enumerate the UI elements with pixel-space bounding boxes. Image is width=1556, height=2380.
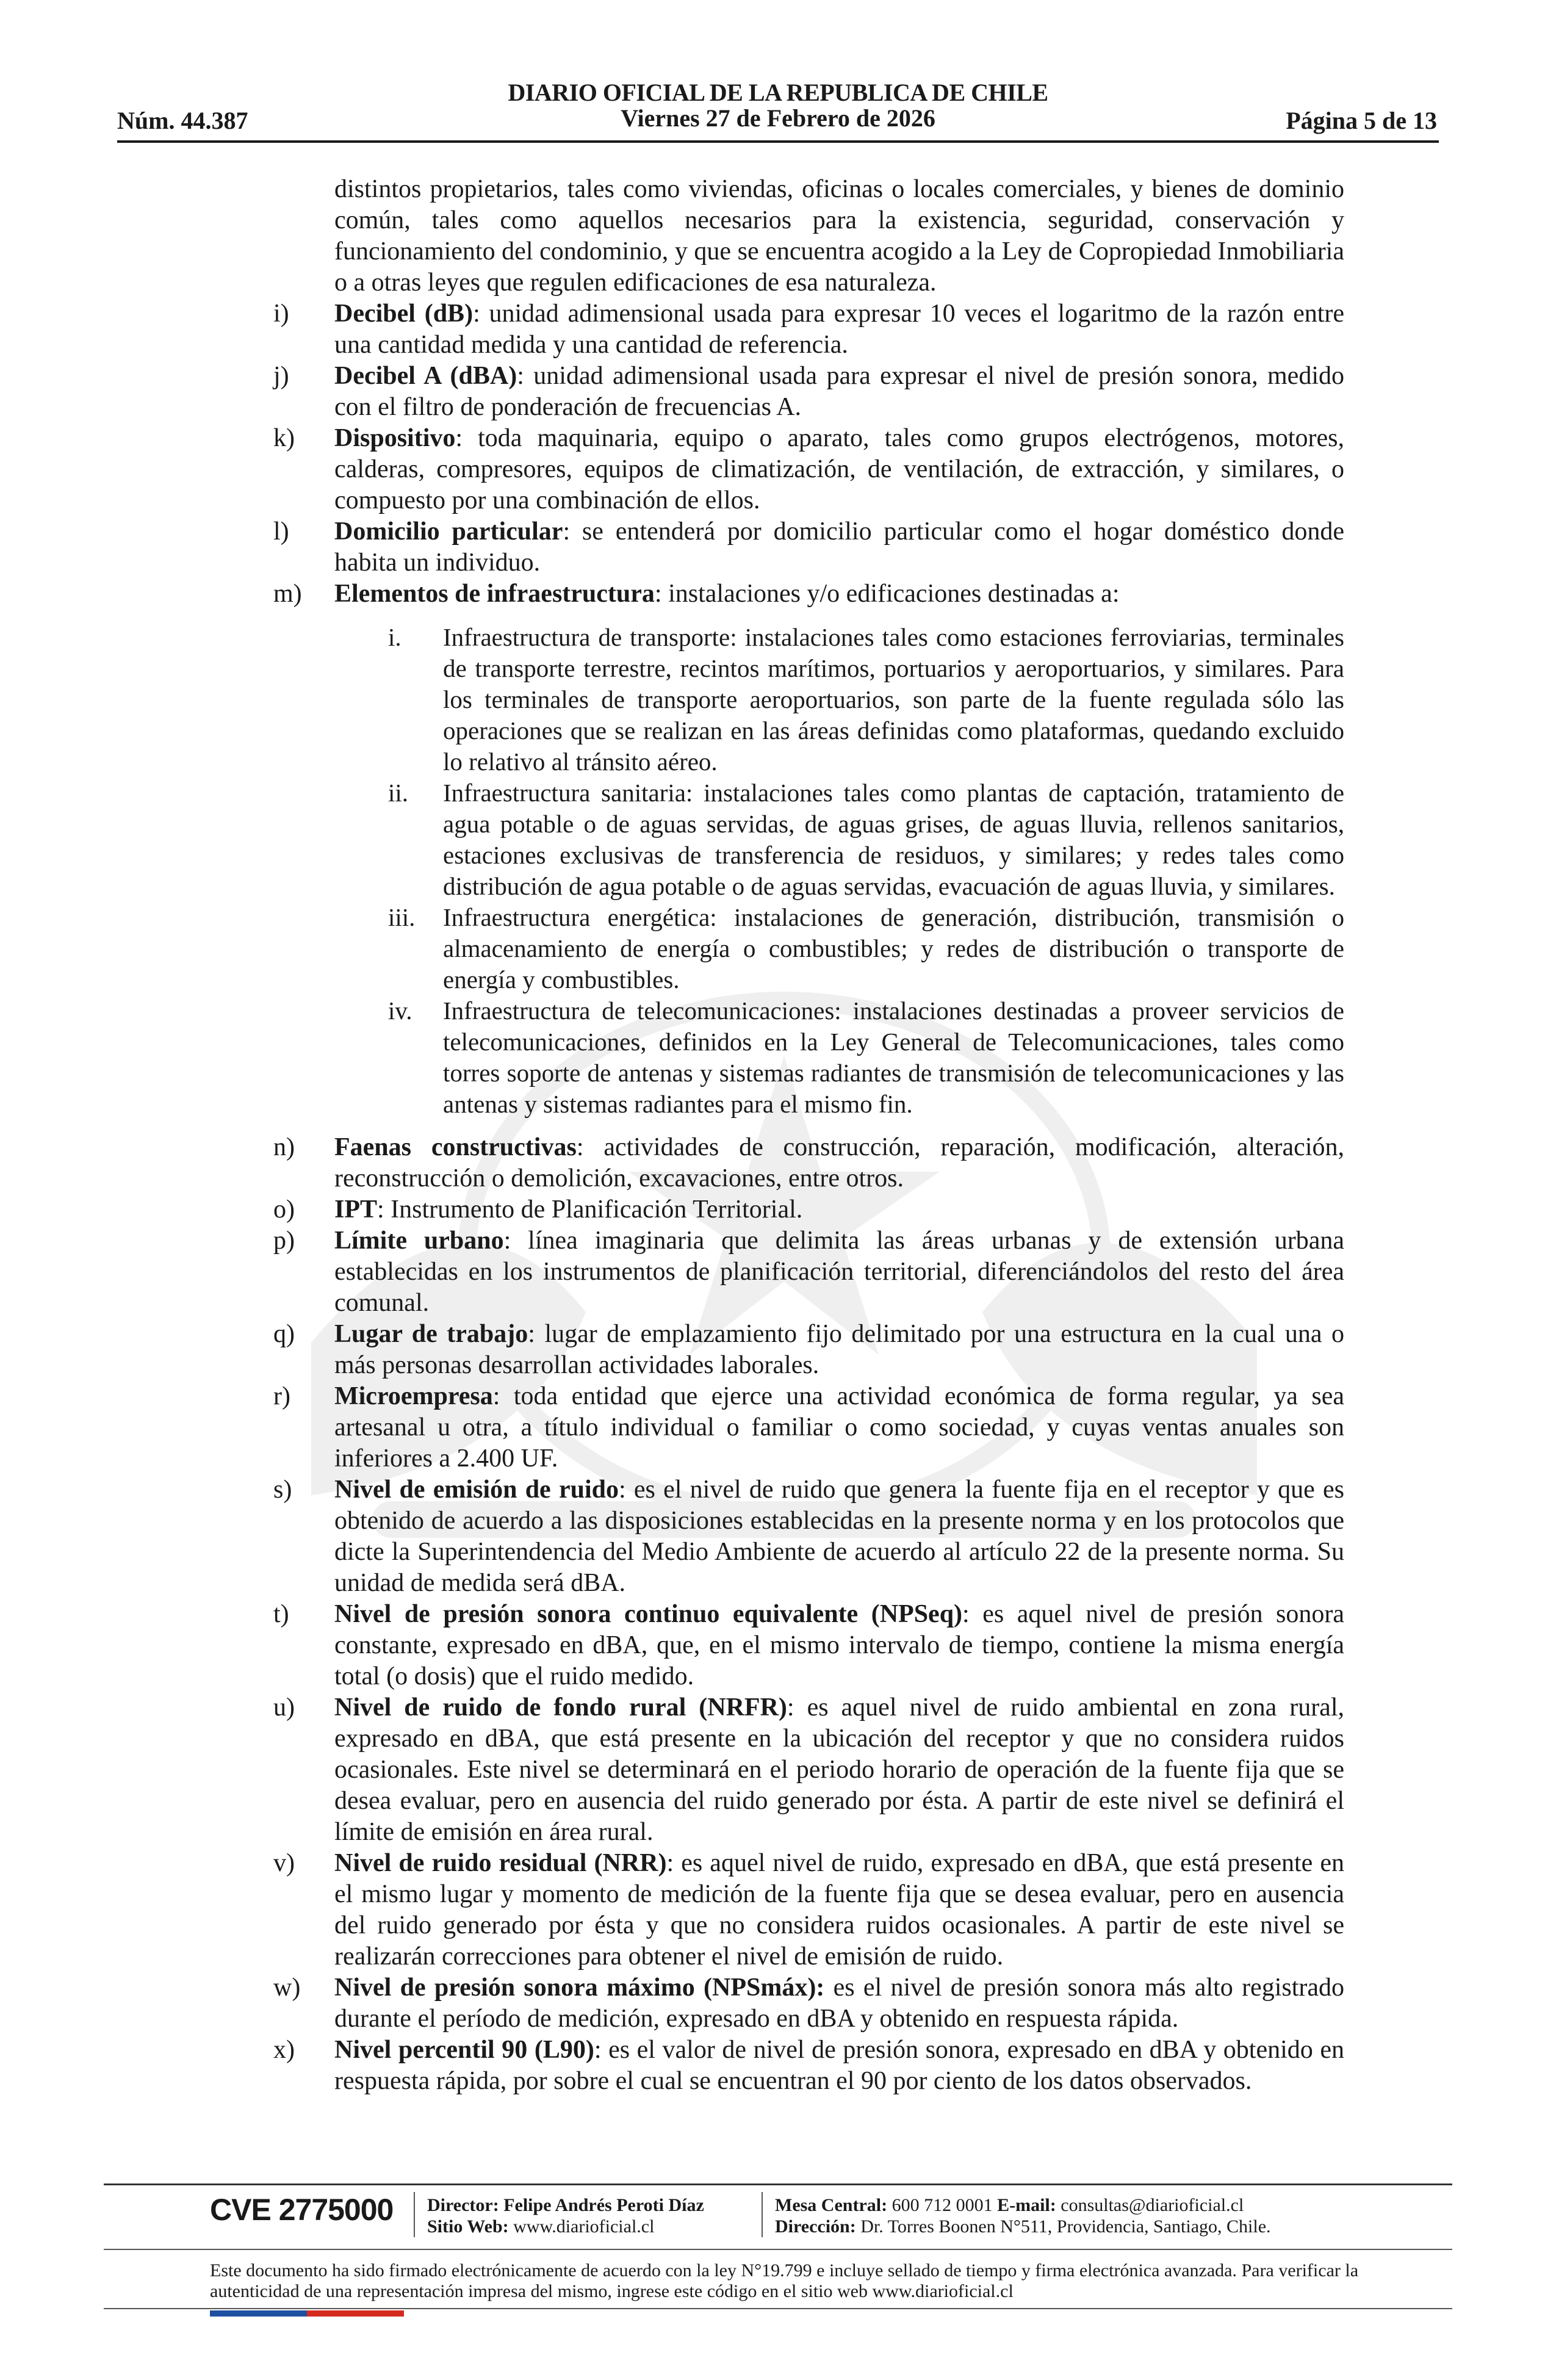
- item-label: j): [273, 362, 289, 390]
- email-link[interactable]: consultas@diarioficial.cl: [1061, 2195, 1244, 2215]
- definition-item: [273, 2035, 1344, 2097]
- definition-text: : lugar de emplazamiento fijo delimitado por una estructura en la cual una o más personas desarrollan actividades laborales.: [334, 1320, 1344, 1379]
- definition-term: Nivel de presión sonora continuo equivalente (NPSeq): [334, 1600, 963, 1628]
- web-link[interactable]: www.diarioficial.cl: [513, 2216, 655, 2237]
- definition-term: Límite urbano: [334, 1227, 504, 1255]
- definition-text: : es el valor de nivel de presión sonora, expresado en dBA y obtenido en respuesta rápida, por sobre el cual se encuentran el 90 por ciento de los datos observados.: [334, 2036, 1344, 2095]
- issue-number: Núm. 44.387: [117, 107, 248, 134]
- item-label: q): [273, 1320, 295, 1348]
- email-label: E-mail:: [997, 2195, 1056, 2215]
- definition-text: : unidad adimensional usada para expresar 10 veces el logaritmo de la razón entre una cantidad medida y una cantidad de referencia.: [334, 300, 1345, 359]
- item-label: s): [273, 1476, 292, 1504]
- definition-term: Decibel (dB): [334, 300, 474, 328]
- subitem-text: Infraestructura energética: instalaciones de generación, distribución, transmisión o almacenamiento de energía o combustibles; y redes de distribución o transporte de energía y combustibles.: [443, 903, 1344, 993]
- definition-text: : toda maquinaria, equipo o aparato, tales como grupos electrógenos, motores, calderas, compresores, equipos de climatización, de ventilación, de extracción, y similares, o compuesto por una combinación de ellos.: [334, 424, 1344, 514]
- footer-rule-middle: [104, 2249, 1452, 2250]
- footer-director-block: [427, 2194, 704, 2237]
- definition-list-a: [273, 298, 1344, 610]
- definition-item: [273, 1225, 1344, 1319]
- definition-item: [273, 1599, 1344, 1692]
- definition-term: Decibel A (dBA): [334, 362, 517, 390]
- definition-item: [273, 1194, 1344, 1225]
- item-label: p): [273, 1227, 295, 1255]
- item-label: k): [273, 424, 295, 452]
- item-label: o): [273, 1195, 295, 1224]
- definition-text: : se entenderá por domicilio particular como el hogar doméstico donde habita un individuo.: [334, 517, 1344, 577]
- infrastructure-subitem: [388, 902, 1344, 995]
- flag-stripe-red: [307, 2310, 404, 2317]
- page-indicator: Página 5 de 13: [1286, 107, 1437, 134]
- footer-separator: [414, 2192, 415, 2237]
- cve-code: CVE 2775000: [210, 2193, 394, 2227]
- director-name: Felipe Andrés Peroti Díaz: [503, 2195, 704, 2215]
- definition-term: Nivel de presión sonora máximo (NPSmáx):: [334, 1974, 825, 2002]
- definition-item: [273, 361, 1344, 423]
- footer-rule-bottom: [104, 2308, 1452, 2309]
- header-rule: [117, 140, 1439, 143]
- definition-text: : instalaciones y/o edificaciones destinadas a:: [654, 580, 1120, 608]
- definition-item: [273, 1381, 1344, 1474]
- footer-rule-top: [104, 2183, 1452, 2185]
- subitem-label: iii.: [388, 903, 416, 931]
- definition-text: : es el nivel de ruido que genera la fuente fija en el receptor y que es obtenido de acuerdo a las disposiciones establecidas en la presente norma y en los protocolos que dicte la Superintendencia del Medio Ambiente de acuerdo al artículo 22 de la presente norma. Su unidad de medida será dBA.: [334, 1476, 1345, 1597]
- definition-item: [273, 1132, 1344, 1194]
- item-label: w): [273, 1974, 301, 2002]
- definition-text: es el nivel de presión sonora más alto registrado durante el período de medición, expresado en dBA y obtenido en respuesta rápida.: [334, 1974, 1345, 2033]
- item-label: n): [273, 1133, 295, 1161]
- infrastructure-sublist: [273, 622, 1344, 1120]
- footer-contact-block: [775, 2194, 1271, 2237]
- definition-term: Nivel de ruido de fondo rural (NRFR): [334, 1693, 787, 1722]
- item-label: l): [273, 517, 289, 546]
- mesa-label: Mesa Central:: [775, 2195, 888, 2215]
- item-label: m): [273, 580, 302, 608]
- definition-item: [273, 516, 1344, 579]
- subitem-text: Infraestructura de telecomunicaciones: instalaciones destinadas a proveer servicios de telecomunicaciones, definidos en la Ley General de Telecomunicaciones, tales como torres soporte de antenas y sistemas radiantes de transmisión de telecomunicaciones y las antenas y sistemas radiantes para el mismo fin.: [443, 997, 1344, 1118]
- director-label: Director:: [427, 2195, 499, 2215]
- item-label: x): [273, 2036, 295, 2064]
- document-body: [273, 174, 1344, 2097]
- definition-term: IPT: [334, 1195, 378, 1224]
- definition-term: Dispositivo: [334, 424, 456, 452]
- definition-item: [273, 298, 1344, 361]
- definition-term: Nivel de emisión de ruido: [334, 1476, 619, 1504]
- definition-term: Faenas constructivas: [334, 1133, 577, 1161]
- mesa-phone: 600 712 0001: [891, 2195, 993, 2215]
- item-label: v): [273, 1849, 295, 1877]
- definition-item: [273, 1474, 1344, 1599]
- subitem-label: ii.: [388, 779, 409, 807]
- definition-item: [273, 423, 1344, 516]
- item-label: r): [273, 1382, 290, 1410]
- definition-term: Microempresa: [334, 1382, 493, 1410]
- definition-item: [273, 1319, 1344, 1381]
- subitem-label: iv.: [388, 997, 412, 1025]
- subitem-label: i.: [388, 623, 402, 651]
- journal-title: DIARIO OFICIAL DE LA REPUBLICA DE CHILE: [508, 79, 1048, 106]
- address-label: Dirección:: [775, 2216, 856, 2237]
- definition-text: : línea imaginaria que delimita las áreas urbanas y de extensión urbana establecidas en los instrumentos de planificación territorial, diferenciándolos del resto del área comunal.: [334, 1227, 1344, 1317]
- subitem-text: Infraestructura de transporte: instalaciones tales como estaciones ferroviarias, terminales de transporte terrestre, recintos marítimos, portuarios y aeroportuarios, y similares. Para los terminales de transporte aeroportuarios, son parte de la fuente regulada sólo las operaciones que se realizan en las áreas definidas como plataformas, quedando excluido lo relativo al tránsito aéreo.: [443, 623, 1344, 776]
- definition-term: Domicilio particular: [334, 517, 563, 546]
- item-label: u): [273, 1693, 295, 1722]
- subitem-text: Infraestructura sanitaria: instalaciones tales como plantas de captación, tratamiento de agua potable o de aguas servidas, de aguas grises, de aguas lluvia, rellenos sanitarios, estaciones exclusivas de transferencia de residuos, y similares; y redes tales como distribución de agua potable o de aguas servidas, evacuación de aguas lluvia, y similares.: [443, 779, 1344, 900]
- definition-text: : es aquel nivel de presión sonora constante, expresado en dBA, que, en el mismo intervalo de tiempo, contiene la misma energía total (o dosis) que el ruido medido.: [334, 1600, 1344, 1690]
- flag-stripe: [210, 2310, 404, 2317]
- continuation-text: distintos propietarios, tales como viviendas, oficinas o locales comerciales, y bienes de dominio común, tales como aquellos necesarios para la existencia, seguridad, conservación y funcionamiento del condominio, y que se encuentra acogido a la Ley de Copropiedad Inmobiliaria o a otras leyes que regulen edificaciones de esa naturaleza.: [334, 175, 1344, 297]
- issue-date: Viernes 27 de Febrero de 2026: [621, 104, 935, 132]
- footer-separator: [762, 2192, 763, 2237]
- definition-term: Lugar de trabajo: [334, 1320, 528, 1348]
- definition-item: [273, 1692, 1344, 1848]
- infrastructure-subitem: [388, 622, 1344, 777]
- infrastructure-subitem: [388, 777, 1344, 902]
- definition-text: : actividades de construcción, reparación, modificación, alteración, reconstrucción o demolición, excavaciones, entre otros.: [334, 1133, 1344, 1192]
- definition-text: : toda entidad que ejerce una actividad económica de forma regular, ya sea artesanal u otra, a título individual o familiar o como sociedad, y cuyas ventas anuales son inferiores a 2.400 UF.: [334, 1382, 1344, 1473]
- definition-item: [273, 1972, 1344, 2035]
- definition-text: : es aquel nivel de ruido ambiental en zona rural, expresado en dBA, que está presente en la ubicación del receptor y que no considera ruidos ocasionales. Este nivel se determinará en el periodo horario de operación de la fuente fija que se desea evaluar, pero en ausencia del ruido generado por ésta. A partir de este nivel se definirá el límite de emisión en área rural.: [334, 1693, 1344, 1846]
- definition-term: Elementos de infraestructura: [334, 580, 655, 608]
- address-text: Dr. Torres Boonen N°511, Providencia, Santiago, Chile.: [860, 2216, 1271, 2237]
- definition-term: Nivel percentil 90 (L90): [334, 2036, 594, 2064]
- definition-text: : Instrumento de Planificación Territorial.: [377, 1195, 803, 1224]
- infrastructure-subitem: [388, 995, 1344, 1120]
- item-label: i): [273, 300, 289, 328]
- signature-note: Este documento ha sido firmado electrónicamente de acuerdo con la ley N°19.799 e incluye sellado de tiempo y firma electrónica avanzada. Para verificar la autenticidad de una representación impresa del mismo, ingrese este código en el sitio web www.diarioficial.cl: [210, 2260, 1359, 2301]
- continuation-paragraph: [273, 174, 1344, 298]
- definition-text: : unidad adimensional usada para expresar el nivel de presión sonora, medido con el filtro de ponderación de frecuencias A.: [334, 362, 1344, 421]
- definition-item: [273, 1848, 1344, 1972]
- definition-item: [273, 579, 1344, 610]
- definition-list-b: [273, 1132, 1344, 2097]
- web-label: Sitio Web:: [427, 2216, 509, 2237]
- flag-stripe-blue: [210, 2310, 307, 2317]
- item-label: t): [273, 1600, 289, 1628]
- definition-text: : es aquel nivel de ruido, expresado en dBA, que está presente en el mismo lugar y momento de medición de la fuente fija que se desea evaluar, pero en ausencia del ruido generado por ésta y que no considera ruidos ocasionales. A partir de este nivel se realizarán correcciones para obtener el nivel de emisión de ruido.: [334, 1849, 1344, 1971]
- definition-term: Nivel de ruido residual (NRR): [334, 1849, 667, 1877]
